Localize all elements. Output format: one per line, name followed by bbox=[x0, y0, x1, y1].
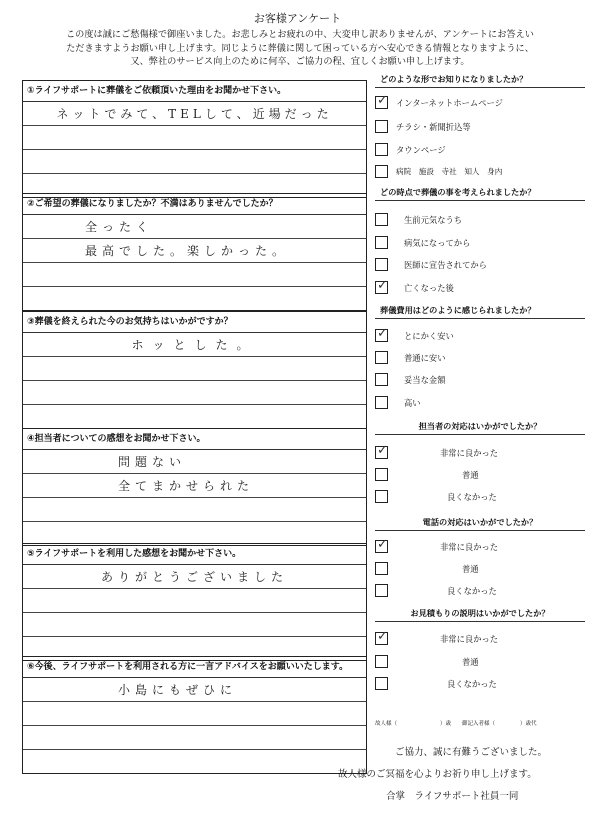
checkbox[interactable] bbox=[375, 677, 388, 690]
intro-line: ただきますようお願い申し上げます。同じように葬儀に関して困っている方へ安心できる情報となりますように、 bbox=[66, 42, 534, 54]
handwritten-answer: ネットでみて、TELして、近場だった bbox=[56, 107, 333, 121]
question-box-2 bbox=[22, 193, 367, 311]
check-mark-icon: ✓ bbox=[377, 537, 388, 552]
answer-line bbox=[23, 102, 366, 126]
checkbox[interactable] bbox=[375, 165, 388, 178]
question-box-6 bbox=[22, 656, 367, 774]
thanks-text: ご協力、誠に有難うございました。 bbox=[395, 747, 548, 758]
answer-line bbox=[23, 263, 366, 287]
option-label: 高い bbox=[404, 398, 421, 408]
question-label: ⑥今後、ライフサポートを利用される方に一言アドバイスをお願いいたします。 bbox=[23, 657, 366, 678]
checkbox[interactable] bbox=[375, 468, 388, 481]
option-label: 病気になってから bbox=[404, 238, 471, 248]
answer-line bbox=[23, 357, 366, 381]
checkbox[interactable] bbox=[375, 213, 388, 226]
divider bbox=[375, 318, 585, 319]
option-label: 生前元気なうち bbox=[404, 215, 463, 225]
option-label: 良くなかった bbox=[447, 679, 497, 689]
checkbox[interactable] bbox=[375, 396, 388, 409]
handwritten-answer: 問題ない bbox=[118, 455, 187, 469]
handwritten-answer: 最高でした。楽しかった。 bbox=[85, 244, 290, 258]
option-label: チラシ・新聞折込等 bbox=[396, 122, 471, 132]
answer-line bbox=[23, 287, 366, 310]
option-label: 良くなかった bbox=[447, 586, 497, 596]
question-box-4 bbox=[22, 428, 367, 546]
answer-line bbox=[23, 474, 366, 498]
answer-line bbox=[23, 381, 366, 405]
checkbox[interactable] bbox=[375, 278, 388, 294]
answer-line bbox=[23, 450, 366, 474]
checkbox[interactable] bbox=[375, 655, 388, 668]
option-label: 普通 bbox=[462, 657, 479, 667]
check-mark-icon: ✓ bbox=[377, 629, 388, 644]
answer-line bbox=[23, 498, 366, 522]
option-label: 普通 bbox=[462, 564, 479, 574]
divider bbox=[375, 434, 585, 435]
question-label: ③葬儀を終えられた今のお気持ちはいかがですか？ bbox=[23, 312, 366, 333]
question-label: ④担当者についての感想をお聞かせ下さい。 bbox=[23, 429, 366, 450]
answer-line bbox=[23, 726, 366, 750]
handwritten-answer: ホッとした。 bbox=[131, 338, 258, 352]
checkbox[interactable] bbox=[375, 326, 388, 342]
question-label: ①ライフサポートに葬儀をご依頼頂いた理由をお聞かせ下さい。 bbox=[23, 81, 366, 102]
question-label: ⑤ライフサポートを利用した感想をお聞かせ下さい。 bbox=[23, 544, 366, 565]
question-label: ②ご希望の葬儀になりましたか？不満はありませんでしたか？ bbox=[23, 194, 366, 215]
option-label: 医師に宣告されてから bbox=[404, 260, 487, 270]
option-label: 病院 施設 寺社 知人 身内 bbox=[396, 167, 503, 176]
checkbox[interactable] bbox=[375, 490, 388, 503]
answer-line bbox=[23, 522, 366, 545]
check-mark-icon: ✓ bbox=[377, 93, 388, 108]
checkbox[interactable] bbox=[375, 537, 388, 553]
handwritten-answer: 全ったく bbox=[85, 220, 154, 234]
question-box-1 bbox=[22, 80, 367, 198]
option-label: 亡くなった後 bbox=[404, 283, 454, 293]
check-mark-icon: ✓ bbox=[377, 443, 388, 458]
option-label: 妥当な金額 bbox=[404, 375, 446, 385]
option-label: とにかく安い bbox=[404, 331, 454, 341]
option-label: 良くなかった bbox=[447, 492, 497, 502]
option-label: タウンページ bbox=[396, 145, 446, 155]
survey-heading: 電話の対応はいかがでしたか？ bbox=[422, 517, 538, 527]
answer-line bbox=[23, 565, 366, 589]
checkbox[interactable] bbox=[375, 629, 388, 645]
answer-line bbox=[23, 405, 366, 428]
divider bbox=[375, 87, 585, 88]
answer-line bbox=[23, 239, 366, 263]
signature-text: 合掌 ライフサポート社員一同 bbox=[386, 791, 519, 802]
option-label: 普通 bbox=[462, 470, 479, 480]
intro-text bbox=[20, 28, 580, 69]
handwritten-answer: 全てまかせられた bbox=[118, 479, 255, 493]
question-box-5 bbox=[22, 543, 367, 661]
answer-line bbox=[23, 613, 366, 637]
option-label: 普通に安い bbox=[404, 353, 446, 363]
checkbox[interactable] bbox=[375, 143, 388, 156]
checkbox[interactable] bbox=[375, 584, 388, 597]
intro-line: この度は誠にご愁傷様で御座いました。お悲しみとお疲れの中、大変申し訳ありませんが、アンケートにお答えい bbox=[65, 29, 534, 40]
writer-label: 御記入者様（ bbox=[462, 721, 496, 727]
option-label: 非常に良かった bbox=[440, 634, 499, 644]
checkbox[interactable] bbox=[375, 351, 388, 364]
survey-title: お客様アンケート bbox=[253, 12, 342, 25]
checkbox[interactable] bbox=[375, 258, 388, 271]
survey-heading: どのような形でお知りになりましたか？ bbox=[380, 74, 528, 84]
divider bbox=[375, 530, 585, 531]
answer-line bbox=[23, 126, 366, 150]
checkbox[interactable] bbox=[375, 120, 388, 133]
deceased-label: 故人様（ bbox=[375, 721, 398, 727]
survey-heading: どの時点で葬儀の事を考えられましたか？ bbox=[380, 187, 536, 197]
check-mark-icon: ✓ bbox=[377, 278, 388, 293]
answer-line bbox=[23, 333, 366, 357]
checkbox[interactable] bbox=[375, 93, 388, 109]
checkbox[interactable] bbox=[375, 373, 388, 386]
survey-heading: 葬儀費用はどのように感じられましたか？ bbox=[380, 305, 536, 315]
checkbox[interactable] bbox=[375, 443, 388, 459]
handwritten-answer: 小島にもぜひに bbox=[118, 683, 238, 697]
checkbox[interactable] bbox=[375, 236, 388, 249]
option-label: 非常に良かった bbox=[440, 542, 499, 552]
writer-age-label: ）歳代 bbox=[520, 721, 537, 727]
survey-heading: 担当者の対応はいかがでしたか？ bbox=[418, 421, 542, 431]
answer-line bbox=[23, 750, 366, 773]
handwritten-answer: ありがとうございました bbox=[100, 570, 288, 584]
question-box-3 bbox=[22, 311, 367, 429]
option-label: インターネットホームページ bbox=[396, 98, 503, 108]
answer-line bbox=[23, 589, 366, 613]
answer-line bbox=[23, 702, 366, 726]
divider bbox=[375, 200, 585, 201]
checkbox[interactable] bbox=[375, 562, 388, 575]
intro-line: 又、弊社のサービス向上のために何卒、ご協力の程、宜しくお願い申し上げます。 bbox=[130, 56, 470, 67]
divider bbox=[375, 621, 585, 622]
answer-line bbox=[23, 150, 366, 174]
answer-line bbox=[23, 678, 366, 702]
survey-heading: お見積もりの説明はいかがでしたか？ bbox=[410, 608, 550, 618]
check-mark-icon: ✓ bbox=[377, 326, 388, 341]
prayer-text: 故人様のご冥福を心よりお祈り申し上げます。 bbox=[338, 769, 537, 780]
answer-line bbox=[23, 215, 366, 239]
option-label: 非常に良かった bbox=[440, 448, 499, 458]
age-label: ）歳 bbox=[440, 721, 452, 727]
